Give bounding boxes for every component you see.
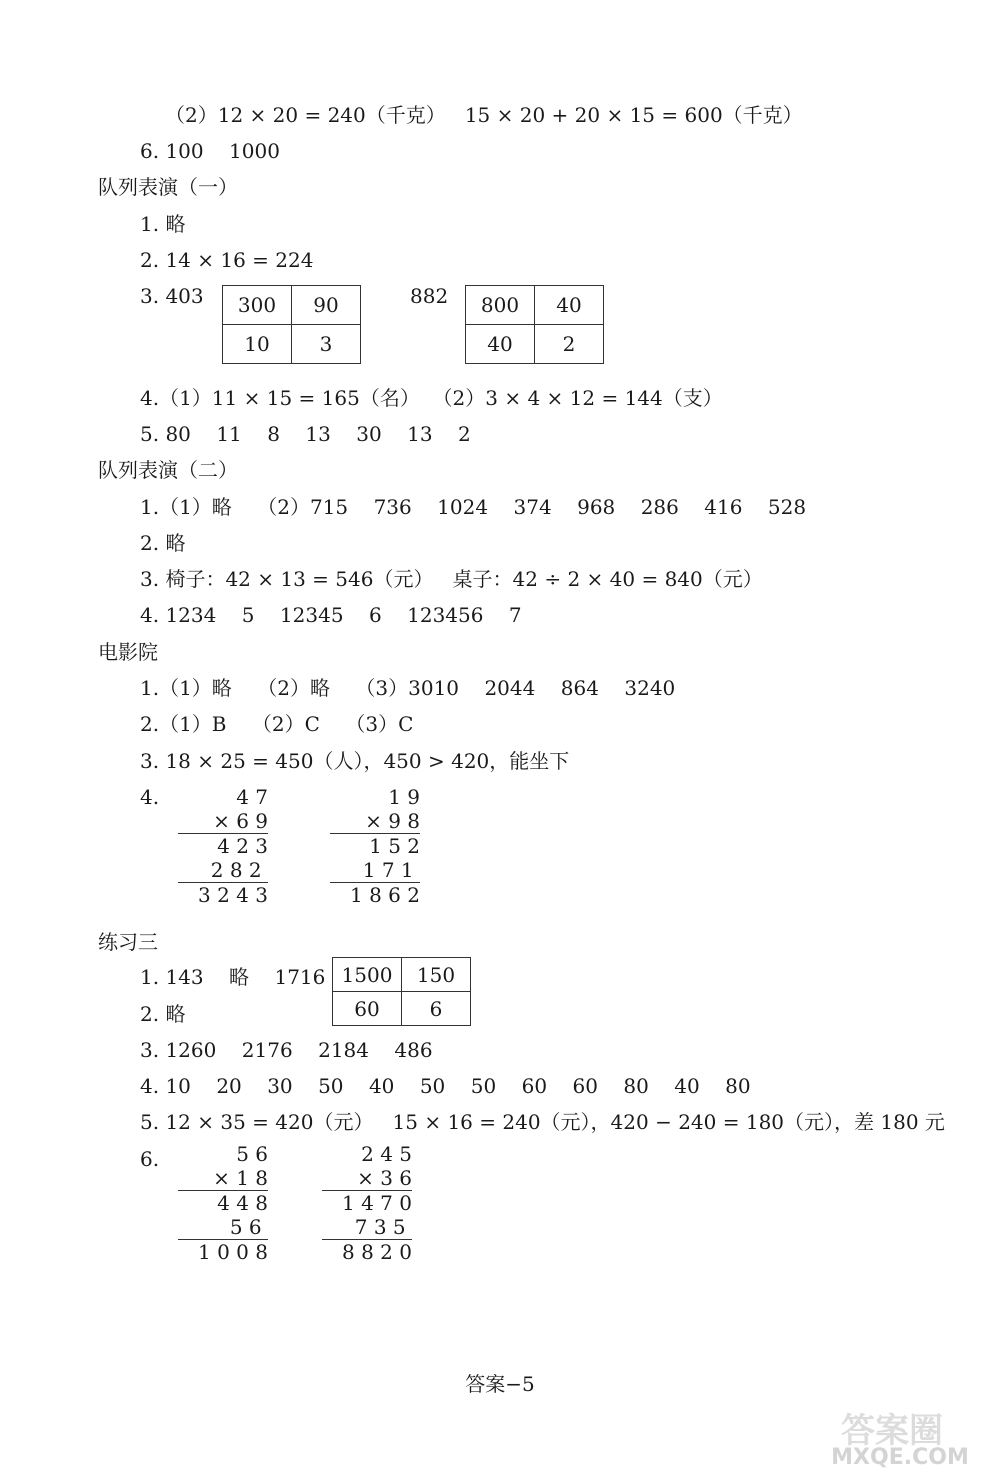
vertical-multiplication — [322, 1142, 412, 1264]
cell: 300 — [223, 286, 292, 325]
vertical-multiplication — [178, 785, 268, 907]
calc-row: × 6 9 — [213, 809, 268, 833]
section-heading-2: 队列表演（二） — [98, 458, 238, 482]
cell: 2 — [535, 325, 604, 364]
vertical-multiplication — [330, 785, 420, 907]
section-heading-1: 队列表演（一） — [98, 175, 238, 199]
line: 3. 403 — [140, 284, 204, 308]
calc-row: 5 6 — [236, 1142, 268, 1166]
calc-row: 3 2 4 3 — [178, 882, 268, 907]
calc-row: 4 7 — [236, 785, 268, 809]
calc-row: 5 6 — [229, 1215, 268, 1239]
line: 4.（1）11 × 15 = 165（名） （2）3 × 4 × 12 = 144（支） — [140, 386, 723, 410]
grid-table-300 — [222, 285, 361, 364]
line: 4. 10 20 30 50 40 50 50 60 60 80 40 80 — [140, 1074, 751, 1098]
section-heading-3: 电影院 — [98, 640, 158, 664]
cell: 1500 — [333, 958, 402, 992]
line: 1.（1）略 （2）略 （3）3010 2044 864 3240 — [140, 676, 676, 700]
line: 3. 18 × 25 = 450（人），450 > 420，能坐下 — [140, 749, 570, 773]
calc-row: 1 5 2 — [330, 833, 420, 858]
line: 4. 1234 5 12345 6 123456 7 — [140, 603, 522, 627]
watermark-logo-text: 答案圈 — [841, 1411, 943, 1451]
cell: 6 — [402, 992, 471, 1026]
cell: 800 — [466, 286, 535, 325]
line: 1. 略 — [140, 212, 186, 236]
line-q6: 6. 100 1000 — [140, 139, 280, 163]
line: 3. 椅子：42 × 13 = 546（元） 桌子：42 ÷ 2 × 40 = 840（元） — [140, 567, 763, 591]
cell: 40 — [466, 325, 535, 364]
calc-row: 1 8 6 2 — [330, 882, 420, 907]
cell: 10 — [223, 325, 292, 364]
calc-row: 1 4 7 0 — [322, 1190, 412, 1215]
calc-row: 1 9 — [388, 785, 420, 809]
line: 5. 80 11 8 13 30 13 2 — [140, 422, 471, 446]
calc-row: 1 0 0 8 — [178, 1239, 268, 1264]
watermark-logo — [800, 1408, 995, 1468]
calc-row: × 9 8 — [365, 809, 420, 833]
calc-row: 4 4 8 — [178, 1190, 268, 1215]
calc-row: 8 8 2 0 — [322, 1239, 412, 1264]
line: 1.（1）略 （2）715 736 1024 374 968 286 416 528 — [140, 495, 807, 519]
cell: 60 — [333, 992, 402, 1026]
calc-row: 1 7 1 — [362, 858, 420, 882]
line: 4. — [140, 785, 160, 809]
line: 2.（1）B （2）C （3）C — [140, 712, 414, 736]
cell: 90 — [292, 286, 361, 325]
section-heading-4: 练习三 — [98, 930, 158, 954]
grid-table-800 — [465, 285, 604, 364]
line: 6. — [140, 1147, 160, 1171]
line: 2. 14 × 16 = 224 — [140, 248, 314, 272]
vertical-multiplication — [178, 1142, 268, 1264]
line: 3. 1260 2176 2184 486 — [140, 1038, 433, 1062]
grid-table-1500 — [332, 957, 471, 1026]
line: 2. 略 — [140, 1002, 186, 1026]
line: 1. 143 略 1716 — [140, 965, 326, 989]
calc-row: 2 4 5 — [361, 1142, 412, 1166]
watermark-url: MXQE.COM — [831, 1445, 969, 1468]
calc-row: 4 2 3 — [178, 833, 268, 858]
line: 2. 略 — [140, 531, 186, 555]
line-weight: （2）12 × 20 = 240（千克） 15 × 20 + 20 × 15 = 600（千克） — [165, 103, 803, 127]
calc-row: 7 3 5 — [354, 1215, 412, 1239]
cell: 40 — [535, 286, 604, 325]
cell: 150 — [402, 958, 471, 992]
cell: 3 — [292, 325, 361, 364]
calc-row: × 1 8 — [213, 1166, 268, 1190]
line: 5. 12 × 35 = 420（元） 15 × 16 = 240（元），420 − 240 = 180（元），差 180 元 — [140, 1110, 945, 1134]
calc-row: 2 8 2 — [210, 858, 268, 882]
calc-row: × 3 6 — [357, 1166, 412, 1190]
line: 882 — [410, 284, 449, 308]
page-number: 答案−5 — [465, 1372, 535, 1396]
